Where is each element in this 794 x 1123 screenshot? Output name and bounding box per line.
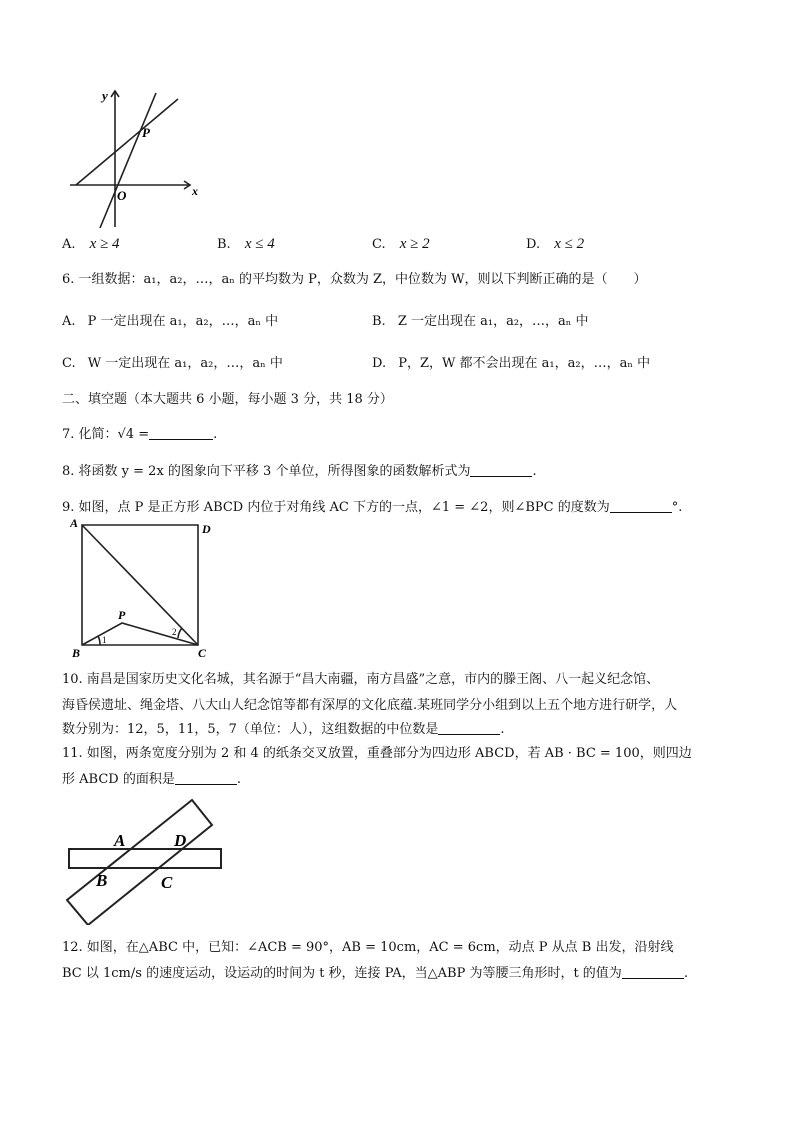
- q6-option-c-text: W 一定出现在 a₁，a₂，…，aₙ 中: [87, 356, 283, 371]
- q11-line-2: [62, 768, 241, 787]
- q5-option-d-text: x ≤ 2: [554, 236, 585, 252]
- q11-label-b: B: [96, 871, 108, 890]
- q11-label-c: C: [161, 873, 173, 892]
- q5-option-d: [526, 236, 584, 253]
- q11-answer-blank[interactable]: [175, 772, 237, 785]
- q10-line-1: 10. 南昌是国家历史文化名城，其名源于“昌大南疆，南方昌盛”之意，市内的滕王阁、八一起义纪念馆、: [62, 672, 660, 687]
- q5-option-c-label: C.: [372, 237, 386, 252]
- q7-text: 7. 化简：√4 =: [62, 427, 150, 442]
- q5-option-b-text: x ≤ 4: [244, 236, 275, 252]
- q9: [62, 496, 682, 515]
- q9-label-c: C: [198, 646, 207, 660]
- q9-label-a: A: [70, 516, 79, 530]
- q6-option-c-label: C.: [62, 356, 76, 371]
- q9-figure: [70, 515, 220, 660]
- q6-number: 6.: [62, 272, 75, 287]
- q9-label-2: 2: [172, 627, 177, 637]
- q6-option-d-label: D.: [372, 356, 387, 371]
- q11-label-a: A: [114, 831, 126, 850]
- q5-option-b-label: B.: [217, 237, 231, 252]
- q9-label-1: 1: [102, 635, 107, 645]
- q10-line-3-text: 数分别为：12，5，11，5，7（单位：人），这组数据的中位数是: [62, 722, 439, 737]
- section-2-title: 二、填空题（本大题共 6 小题，每小题 3 分，共 18 分）: [62, 392, 393, 407]
- q8-text: 8. 将函数 y = 2x 的图象向下平移 3 个单位，所得图象的函数解析式为: [62, 464, 471, 479]
- q9-text: 9. 如图，点 P 是正方形 ABCD 内位于对角线 AC 下方的一点，∠1 = ∠2，则∠BPC 的度数为: [62, 500, 610, 515]
- q10-answer-blank[interactable]: [438, 722, 500, 735]
- q6-option-b-label: B.: [372, 314, 386, 329]
- q5-graph-x-label: x: [192, 184, 198, 198]
- q5-graph-point-label: P: [142, 125, 150, 140]
- q6-option-b-text: Z 一定出现在 a₁，a₂，…，aₙ 中: [397, 314, 589, 329]
- q8-answer-blank[interactable]: [470, 464, 532, 477]
- q5-graph: [62, 85, 212, 235]
- q5-graph-y-label: y: [102, 88, 108, 103]
- q8-end: .: [532, 464, 537, 479]
- q11-line-2-text: 形 ABCD 的面积是: [62, 772, 175, 787]
- q11-figure: [66, 795, 226, 925]
- q6-option-a: [62, 310, 278, 329]
- q6-stem-text: 一组数据：a₁，a₂，…，aₙ 的平均数为 P，众数为 Z，中位数为 W，则以下判断正确的是（ ）: [78, 272, 647, 287]
- q6-option-a-label: A.: [62, 314, 76, 329]
- q7-answer-blank[interactable]: [149, 427, 213, 440]
- q12-line-2-text: BC 以 1cm/s 的速度运动，设运动的时间为 t 秒，连接 PA，当△ABP 为等腰三角形时，t 的值为: [62, 966, 622, 981]
- q12-answer-blank[interactable]: [622, 966, 684, 979]
- q9-label-b: B: [72, 646, 81, 660]
- q11-end: .: [236, 772, 241, 787]
- q5-option-c: [372, 236, 430, 253]
- q6-option-a-text: P 一定出现在 a₁，a₂，…，aₙ 中: [87, 314, 279, 329]
- q5-option-b: [217, 236, 275, 253]
- q12-end: .: [683, 966, 688, 981]
- q9-answer-blank[interactable]: [610, 500, 672, 513]
- q6-stem: [62, 268, 647, 287]
- q5-option-c-text: x ≥ 2: [399, 236, 430, 252]
- q5-option-d-label: D.: [526, 237, 541, 252]
- q7: [62, 423, 217, 442]
- q10-end: .: [500, 722, 505, 737]
- q6-option-c: [62, 352, 283, 371]
- q11-label-d: D: [174, 831, 187, 850]
- q10-line-3: [62, 718, 505, 737]
- q9-label-p: P: [118, 608, 126, 622]
- q5-option-a-label: A.: [62, 237, 76, 252]
- q10-line-2: 海昏侯遗址、绳金塔、八大山人纪念馆等都有深厚的文化底蕴.某班同学分小组到以上五个地方进行研学，人: [62, 698, 678, 713]
- q12-line-2: [62, 962, 688, 981]
- q6-option-b: [372, 310, 589, 329]
- q5-graph-origin-label: O: [117, 188, 127, 203]
- q6-option-d-text: P，Z，W 都不会出现在 a₁，a₂，…，aₙ 中: [398, 356, 651, 371]
- q9-end: °.: [671, 500, 683, 515]
- q12-line-1: 12. 如图，在△ABC 中，已知：∠ACB = 90°，AB = 10cm，AC = 6cm，动点 P 从点 B 出发，沿射线: [62, 940, 674, 955]
- q8: [62, 460, 537, 479]
- q5-option-a: [62, 236, 120, 253]
- q7-end: .: [213, 427, 218, 442]
- q5-option-a-text: x ≥ 4: [89, 236, 120, 252]
- q11-line-1: 11. 如图，两条宽度分别为 2 和 4 的纸条交叉放置，重叠部分为四边形 ABCD，若 AB · BC = 100，则四边: [62, 746, 692, 761]
- q6-option-d: [372, 352, 650, 371]
- q9-label-d: D: [202, 522, 211, 536]
